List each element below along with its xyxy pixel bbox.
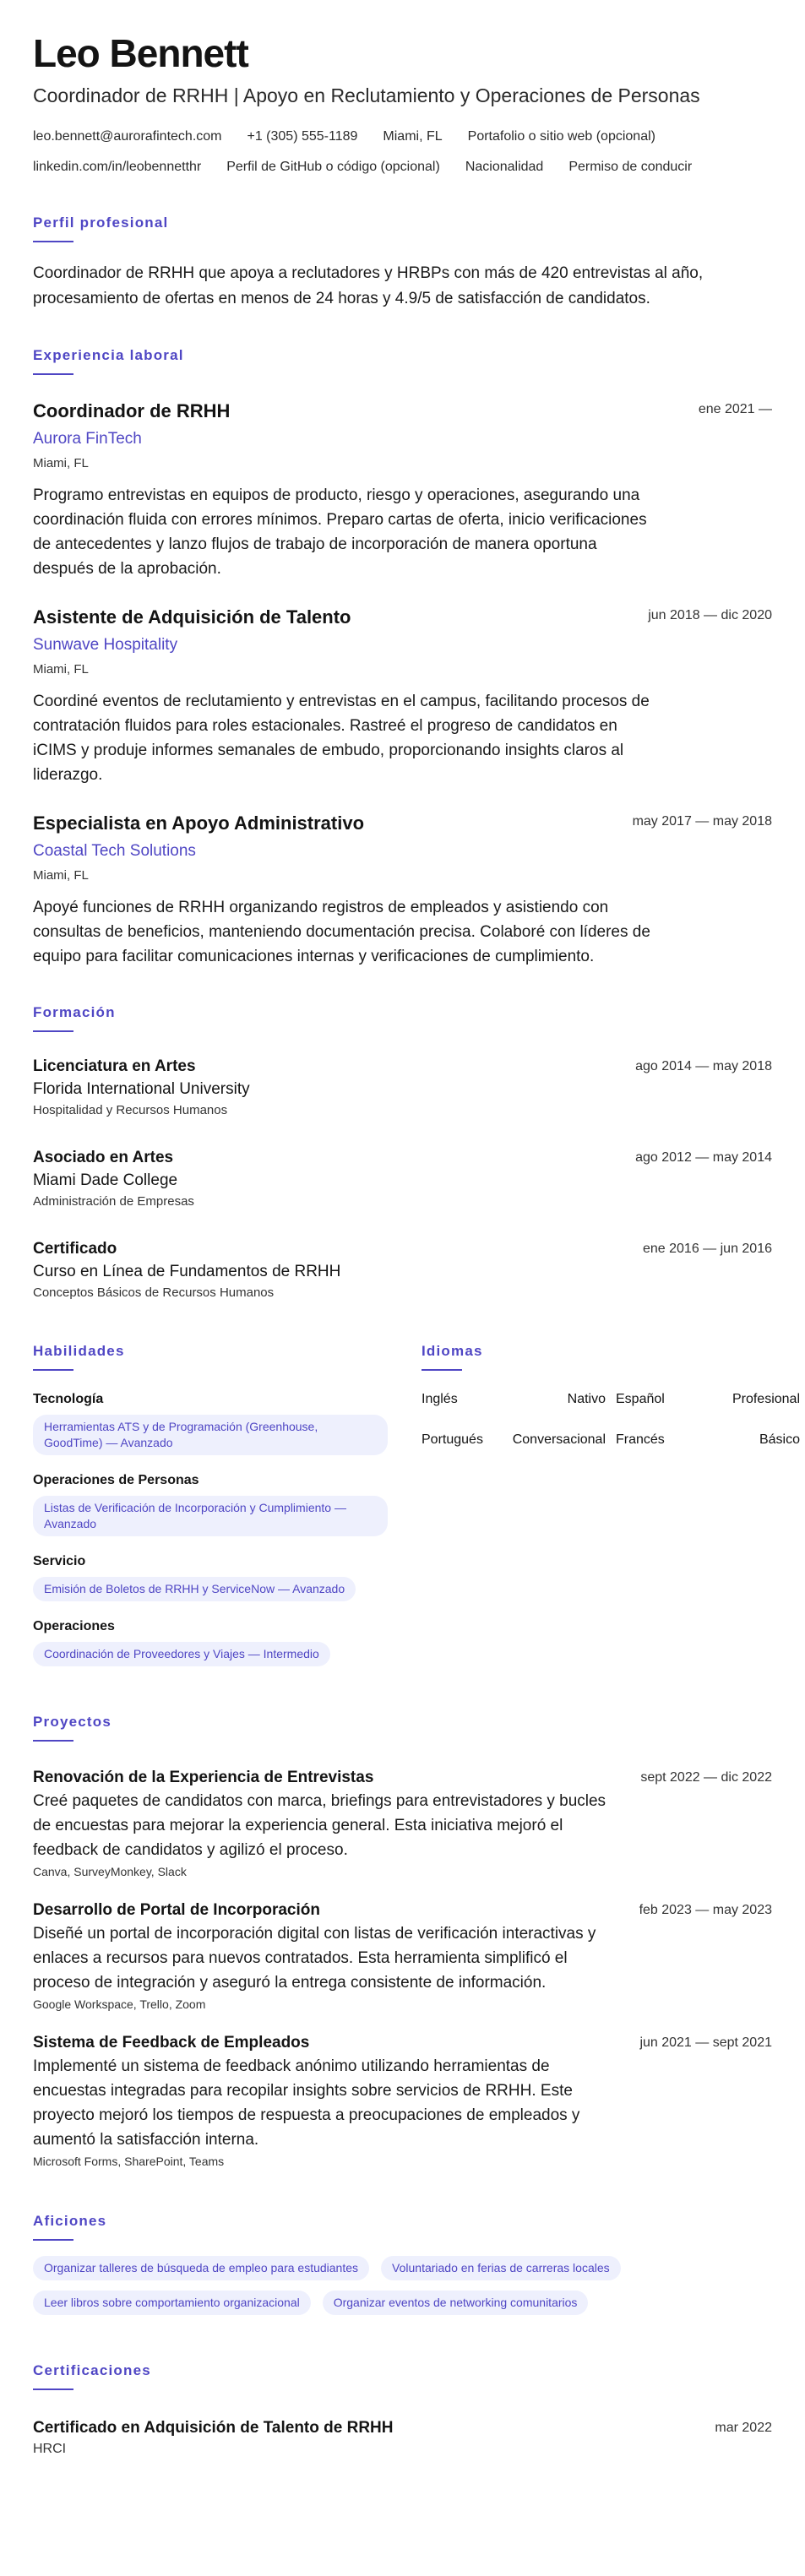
skill-group — [33, 1389, 388, 1455]
education-degree: Asociado en Artes — [33, 1149, 174, 1166]
contact-location: Miami, FL — [383, 129, 443, 144]
languages-row — [422, 1430, 800, 1450]
project-tools: Microsoft Forms, SharePoint, Teams — [33, 2155, 225, 2168]
job-entry — [33, 811, 772, 969]
certification-entry — [33, 2417, 772, 2459]
education-field: Administración de Empresas — [33, 1194, 194, 1209]
job-entry — [33, 399, 772, 581]
job-location: Miami, FL — [33, 662, 89, 677]
certification-date: mar 2022 — [715, 2421, 772, 2435]
job-entry — [33, 605, 772, 787]
skill-tag: Coordinación de Proveedores y Viajes — Intermedio — [33, 1642, 330, 1666]
section-divider — [33, 1369, 73, 1371]
contact-github: Perfil de GitHub o código (opcional) — [226, 160, 440, 174]
skill-group — [33, 1617, 388, 1666]
hobby-tag: Organizar talleres de búsqueda de empleo para estudiantes — [33, 2256, 369, 2280]
summary-section — [33, 213, 772, 312]
contact-nationality: Nacionalidad — [465, 160, 544, 174]
hobbies-section — [33, 2211, 772, 2325]
education-dates: ago 2012 — may 2014 — [635, 1150, 772, 1165]
education-dates: ene 2016 — jun 2016 — [642, 1242, 772, 1256]
education-school: Miami Dade College — [33, 1171, 178, 1189]
hobby-tag: Organizar eventos de networking comunitarios — [323, 2291, 589, 2315]
languages-table — [422, 1389, 800, 1450]
education-field: Conceptos Básicos de Recursos Humanos — [33, 1285, 275, 1300]
skill-category: Operaciones de Personas — [33, 1473, 199, 1487]
skills-section — [33, 1341, 388, 1666]
education-entry — [33, 1056, 772, 1120]
contact-driving-license: Permiso de conducir — [568, 160, 693, 174]
job-description: Apoyé funciones de RRHH organizando registros de empleados y asistiendo con consultas de beneficios, manteniendo documentación precisa. Colaboré con líderes de equipo para facilitar comunicaciones internas y verificaciones de cumplimiento. — [33, 899, 650, 965]
skill-group — [33, 1552, 388, 1601]
skill-tag: Herramientas ATS y de Programación (Greenhouse, GoodTime) — Avanzado — [33, 1415, 388, 1455]
job-location: Miami, FL — [33, 456, 89, 470]
section-title-experience: Experiencia laboral — [33, 347, 184, 363]
project-entry — [33, 2032, 772, 2171]
candidate-headline: Coordinador de RRHH | Apoyo en Reclutamiento y Operaciones de Personas — [33, 84, 700, 106]
contact-phone: +1 (305) 555-1189 — [247, 129, 358, 144]
language-name: Español — [616, 1392, 665, 1406]
project-entry — [33, 1899, 772, 2014]
language-level: Básico — [759, 1432, 800, 1447]
language-name: Francés — [616, 1432, 665, 1447]
job-dates: may 2017 — may 2018 — [632, 814, 772, 829]
education-entry — [33, 1238, 772, 1302]
certifications-section — [33, 2361, 772, 2459]
section-title-skills: Habilidades — [33, 1343, 125, 1359]
education-degree: Certificado — [33, 1240, 117, 1258]
section-title-summary: Perfil profesional — [33, 215, 169, 231]
section-title-projects: Proyectos — [33, 1714, 112, 1730]
skill-category: Operaciones — [33, 1619, 115, 1633]
skill-tag: Listas de Verificación de Incorporación y Cumplimiento — Avanzado — [33, 1496, 388, 1536]
project-description: Implementé un sistema de feedback anónimo utilizando herramientas de encuestas integradas para recopilar insights sobre servicios de RRHH. Este proyecto mejoró los tiempos de respuesta a preocupaciones de empleados y aumentó la satisfacción interna. — [33, 2057, 580, 2149]
projects-section — [33, 1712, 772, 2171]
resume-header — [33, 30, 772, 182]
contact-portfolio: Portafolio o sitio web (opcional) — [467, 129, 655, 144]
section-divider — [33, 2389, 73, 2390]
job-title: Especialista en Apoyo Administrativo — [33, 812, 365, 834]
project-description: Creé paquetes de candidatos con marca, briefings para entrevistadores y bucles de encuestas para mejorar la experiencia general. Esta iniciativa mejoró el feedback de candidatos y agilizó el proceso. — [33, 1792, 606, 1859]
project-tools: Canva, SurveyMonkey, Slack — [33, 1865, 187, 1878]
hobby-tag: Voluntariado en ferias de carreras locales — [381, 2256, 621, 2280]
hobby-tag: Leer libros sobre comportamiento organizacional — [33, 2291, 311, 2315]
education-section — [33, 1003, 772, 1302]
section-divider — [33, 1740, 73, 1742]
education-entry — [33, 1147, 772, 1211]
project-dates: jun 2021 — sept 2021 — [639, 2035, 772, 2050]
project-title: Desarrollo de Portal de Incorporación — [33, 1901, 320, 1919]
section-title-education: Formación — [33, 1004, 116, 1020]
skill-category: Servicio — [33, 1554, 86, 1568]
education-degree: Licenciatura en Artes — [33, 1057, 196, 1075]
skill-group — [33, 1470, 388, 1536]
languages-section — [422, 1341, 800, 1666]
section-title-certifications: Certificaciones — [33, 2362, 151, 2378]
project-description: Diseñé un portal de incorporación digital con listas de verificación interactivas y enlaces a recursos para nuevos contratados. Esta herramienta simplificó el proceso de integración y aseguró la entrega consistente de información. — [33, 1925, 596, 1992]
job-description: Coordiné eventos de reclutamiento y entrevistas en el campus, facilitando procesos de contratación fluidos para roles estacionales. Rastreé el progreso de candidatos en iCIMS y produje informes semanales de embudo, proporcionando insights claros al liderazgo. — [33, 693, 650, 784]
section-title-languages: Idiomas — [422, 1343, 483, 1359]
project-dates: feb 2023 — may 2023 — [639, 1903, 772, 1917]
language-level: Nativo — [567, 1392, 606, 1406]
section-title-hobbies: Aficiones — [33, 2213, 107, 2229]
language-level: Conversacional — [512, 1432, 606, 1447]
job-description: Programo entrevistas en equipos de producto, riesgo y operaciones, asegurando una coordinación fluida con errores mínimos. Preparo cartas de oferta, inicio verificaciones de antecedentes y lanzo flujos de trabajo de incorporación de manera oportuna después de la aprobación. — [33, 486, 647, 578]
job-company: Sunwave Hospitality — [33, 636, 178, 654]
education-school: Florida International University — [33, 1080, 250, 1098]
education-dates: ago 2014 — may 2018 — [635, 1059, 772, 1073]
hobbies-list — [33, 2256, 772, 2325]
candidate-name: Leo Bennett — [33, 31, 248, 75]
education-school: Curso en Línea de Fundamentos de RRHH — [33, 1263, 341, 1280]
job-title: Asistente de Adquisición de Talento — [33, 606, 351, 628]
summary-text: Coordinador de RRHH que apoya a reclutadores y HRBPs con más de 420 entrevistas al año, procesamiento de ofertas en menos de 24 horas y 4.9/5 de satisfacción de candidatos. — [33, 264, 704, 307]
language-level: Profesional — [732, 1392, 800, 1406]
contact-linkedin: linkedin.com/in/leobennetthr — [33, 160, 202, 174]
section-divider — [33, 241, 73, 242]
skill-tag: Emisión de Boletos de RRHH y ServiceNow — Avanzado — [33, 1577, 356, 1601]
job-title: Coordinador de RRHH — [33, 400, 231, 421]
project-dates: sept 2022 — dic 2022 — [640, 1770, 772, 1785]
project-title: Sistema de Feedback de Empleados — [33, 2034, 310, 2052]
job-location: Miami, FL — [33, 868, 89, 883]
job-dates: ene 2021 — — [698, 402, 772, 416]
section-divider — [422, 1369, 462, 1371]
experience-section — [33, 345, 772, 969]
project-tools: Google Workspace, Trello, Zoom — [33, 1997, 206, 2011]
skill-category: Tecnología — [33, 1392, 104, 1406]
certification-title: Certificado en Adquisición de Talento de RRHH — [33, 2419, 394, 2437]
contact-list — [33, 122, 772, 182]
section-divider — [33, 2239, 73, 2241]
project-entry — [33, 1767, 772, 1881]
language-name: Inglés — [422, 1392, 458, 1406]
education-field: Hospitalidad y Recursos Humanos — [33, 1103, 228, 1117]
job-company: Aurora FinTech — [33, 430, 142, 448]
contact-email: leo.bennett@aurorafintech.com — [33, 129, 222, 144]
project-title: Renovación de la Experiencia de Entrevistas — [33, 1769, 374, 1786]
languages-row — [422, 1389, 800, 1410]
job-dates: jun 2018 — dic 2020 — [648, 608, 772, 622]
section-divider — [33, 1030, 73, 1032]
skills-languages-row — [33, 1341, 800, 1666]
job-company: Coastal Tech Solutions — [33, 842, 196, 860]
section-divider — [33, 373, 73, 375]
language-name: Portugués — [422, 1432, 483, 1447]
certification-issuer: HRCI — [33, 2442, 67, 2456]
